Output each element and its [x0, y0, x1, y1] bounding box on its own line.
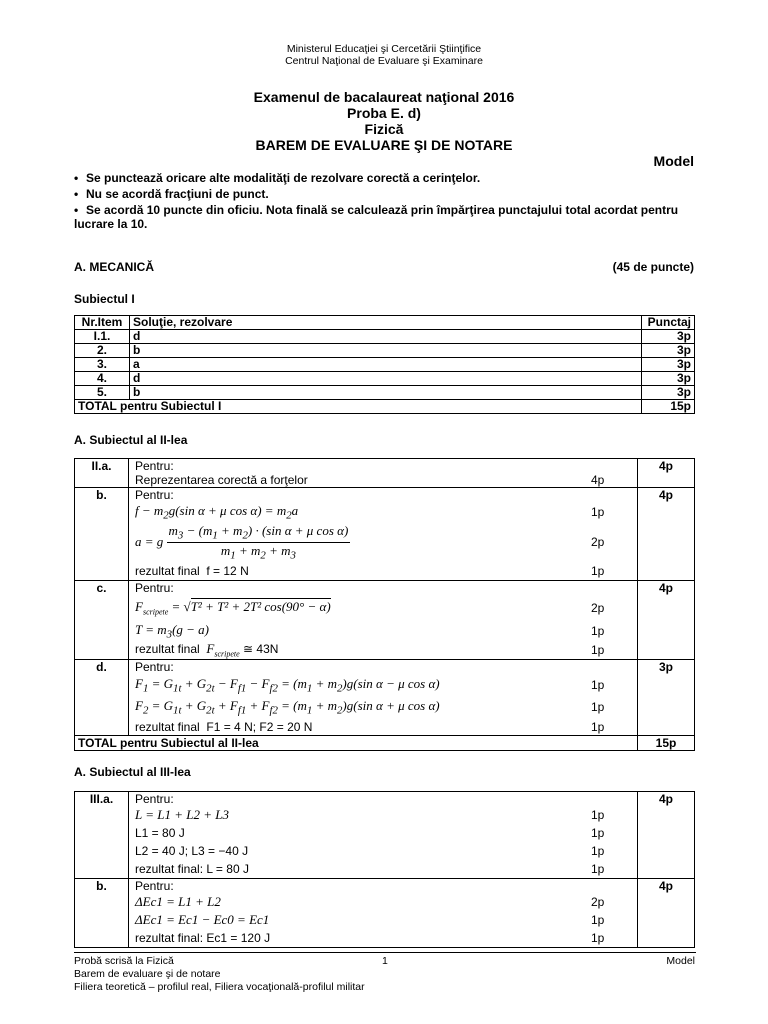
formula: $f - m_2g(\sin$ α + μ $\cos \alpha) = m_2a$: [135, 502, 299, 522]
formula: a = g $m_3 - (m_1 + m_2) \cdot (\sin$ α + μ cos α) $m_1 + m_2 + m_3$: [135, 522, 349, 562]
formula: $F_2 = G_{1t} + G_{2t} + F_{f1} + F_{f2} = (m_1 + m_2)g(\sin$ α + μ cos α): [135, 697, 440, 717]
subiect3-table: [74, 791, 695, 948]
formula: $F_{scripete} = √T^2 + T^2 + 2T^2$ cos(90° − α): [135, 599, 331, 617]
center-name: Centrul Naţional de Evaluare şi Examinare: [285, 55, 483, 67]
proba-title: Proba E. d): [347, 105, 421, 121]
footer-rule: [74, 952, 696, 953]
item-row-b: b. Pentru: $f - m_2g(\sin$ α + μ $\cos \alpha) = m_2a$ 1p a = g $m_3 - (m_1 + m_2) \cdot (\sin$ α + μ cos α) $m_1 + m_2 + m_3$ 2p rezultat final f = 12 N 1p 4p: [75, 488, 695, 581]
table-header-row: [75, 316, 695, 330]
page-number: 1: [382, 955, 388, 967]
header-cell: Soluţie, rezolvare: [130, 316, 642, 330]
header-cell: Punctaj: [642, 316, 695, 330]
table-row: 3. a 3p: [75, 358, 695, 372]
ministry-name: Ministerul Educaţiei şi Cercetării Ştiinţifice: [286, 43, 482, 55]
item-row-a: II.a. Pentru: Reprezentarea corectă a forţelor 4p 4p: [75, 459, 695, 488]
subiect3-title: A. Subiectul al III-lea: [74, 765, 191, 779]
total-row: TOTAL pentru Subiectul I 15p: [75, 400, 695, 414]
formula: $F_1 = G_{1t} + G_{2t} - F_{f1} - F_{f2} = (m_1 + m_2)g(\sin$ α − μ cos α): [135, 675, 440, 695]
item-row-d: d. Pentru: $F_1 = G_{1t} + G_{2t} - F_{f1} - F_{f2} = (m_1 + m_2)g(\sin$ α − μ cos α) 1p $F_2 = G_{1t} + G_{2t} + F_{f1} + F_{f2} = (m_1 + m_2)g(\sin$ α + μ cos α) 1p rezultat final F1 = 4 N; F2 = 20 N 1p 3p: [75, 660, 695, 736]
subiect2-title: A. Subiectul al II-lea: [74, 433, 188, 447]
table-row: 5. b 3p: [75, 386, 695, 400]
footer-line-3: Filiera teoretică – profilul real, Filiera vocaţională-profilul militar: [74, 981, 365, 993]
item-row-a: III.a. Pentru: L = L1 + L2 + L3 1p L1 = 80 J 1p L2 = 40 J; L3 = −40 J 1p rezultat final: L = 80 J 1p 4p: [75, 792, 695, 879]
subiect1-table: [74, 315, 695, 414]
header-cell: Nr.Item: [75, 316, 130, 330]
item-row-b: b. Pentru: ΔEc1 = L1 + L2 2p ΔEc1 = Ec1 − Ec0 = Ec1 1p rezultat final: Ec1 = 120 J 1p 4p: [75, 879, 695, 948]
table-row: I.1. d 3p: [75, 330, 695, 344]
subiect2-table: [74, 458, 695, 751]
table-row: 4. d 3p: [75, 372, 695, 386]
bullet-item: • Se punctează oricare alte modalităţi de rezolvare corectă a cerinţelor.: [74, 171, 481, 185]
formula: $T = m_3(g - a)$: [135, 621, 210, 641]
barem-title: BAREM DE EVALUARE ŞI DE NOTARE: [255, 137, 513, 153]
bullet-item: • Se acordă 10 puncte din oficiu. Nota finală se calculează prin împărţirea punctajului total acordat pentru lucrare la 10.: [74, 203, 679, 231]
subject-title: Fizică: [364, 121, 404, 137]
section-title: A. MECANICĂ: [74, 260, 154, 274]
subiect1-title: Subiectul I: [74, 292, 135, 306]
total-row: TOTAL pentru Subiectul al II-lea 15p: [75, 736, 695, 751]
footer-line-2: Barem de evaluare şi de notare: [74, 968, 221, 980]
table-row: 2. b 3p: [75, 344, 695, 358]
model-label: Model: [653, 153, 694, 169]
section-points: (45 de puncte): [612, 260, 694, 274]
footer-line-1: Probă scrisă la Fizică 1 Model: [74, 955, 695, 967]
exam-title: Examenul de bacalaureat naţional 2016: [253, 89, 515, 105]
item-row-c: c. Pentru: $F_{scripete} = √T^2 + T^2 + 2T^2$ cos(90° − α) 2p $T = m_3(g - a)$ 1p rezultat final $F_{scripete}$ ≅ 43N 1p 4p: [75, 581, 695, 660]
bullet-item: • Nu se acordă fracţiuni de punct.: [74, 187, 269, 201]
